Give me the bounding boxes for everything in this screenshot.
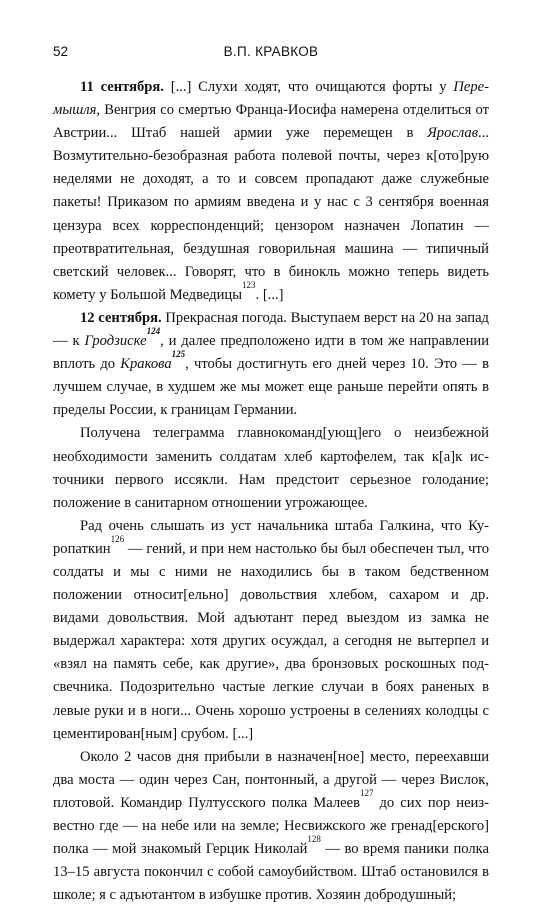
italic-place-name: Гродзиске	[84, 333, 147, 350]
entry-date: 12 сентября.	[80, 309, 162, 326]
text-run: Рад очень слышать из уст начальника штаба Галкина, что Куропаткин	[53, 517, 489, 557]
italic-place-name: Перемышля	[53, 79, 489, 119]
text-run: — гений, и при нем настолько бы был обеспечен тыл, что солдаты и мы с ними не находились бы в таком бедственном положении относит[ельно] довольствия хлебом, сахаром и др. видами довольствия. Мой адъютант перед выездом из замка не выдержал характера: хотя других осуждал, а сегодня не вытерпел и «взял на память себе, как другие», два бронзовых роскошных подсвечника. Подозрительно частые легкие случаи в боях раненых в левые руки и в ноги... Очень хорошо устроены в селениях колодцы с цементирован[ным] срубом. [...]	[53, 540, 489, 742]
text-run: Прекрасная погода. Выступаем верст на 20 на запад — к	[53, 309, 489, 350]
body-text	[53, 76, 489, 907]
text-run: ... Возмутительно-безобразная работа полевой почты, через к[ото]рую неделями не доходят, а то и совсем пропадают даже служебные пакеты! Приказом по армиям введена и у нас с 3 сентября военная цензура всех корреспонденций; цензором назначен Лопатин — преотвратительная, бездушная говорильная машина — типичный светский человек... Говорят, что в бинокль можно теперь видеть комету у Большой Медведицы	[53, 125, 489, 303]
paragraph-kuropatkin	[53, 515, 489, 746]
footnote-marker: 124	[146, 326, 161, 337]
text-run: — во время паники полка 13–15 августа покончил с собой самоубийством. Штаб остановился в школе; я с адъютантом в избушке против. Хозяин добродушный;	[53, 841, 489, 904]
running-header	[53, 44, 489, 66]
footnote-marker: 123	[242, 279, 256, 290]
paragraph-sept-11	[53, 76, 489, 307]
italic-place-name: Кракова	[120, 356, 172, 373]
page-number: 52	[53, 44, 69, 59]
text-run: . [...]	[255, 286, 284, 303]
text-run: , Венгрия со смертью Франца-Иосифа намерена отделиться от Австрии... Штаб нашей армии уже перемещен в	[53, 102, 489, 142]
paragraph-arrival	[53, 746, 489, 907]
footnote-marker: 127	[360, 788, 374, 799]
paragraph-sept-12	[53, 307, 489, 422]
text-run: Получена телеграмма главнокоманд[ующ]его о неизбежной необходимости заменить солдатам хлеб картофелем, так к[а]к источники первого иссякли. Нам предстоит серьезное голодание; положение в санитарном отношении угрожающее.	[53, 425, 489, 511]
text-run: [...] Слухи ходят, что очищаются форты у	[163, 79, 454, 95]
footnote-marker: 126	[110, 534, 125, 545]
paragraph-telegram	[53, 422, 489, 514]
running-title-author: В.П. КРАВКОВ	[223, 44, 319, 59]
text-run: , чтобы достигнуть его дней через 10. Это — в лучшем случае, в худшем же мы может еще раньше перейти опять в пределы России, к границам Германии.	[53, 356, 489, 419]
footnote-marker: 125	[171, 349, 186, 360]
text-run: Около 2 часов дня прибыли в назначен[ное] место, переехавши два моста — один через Сан, понтонный, а другой — через Вислок, плотовой. Командир Пултусского полка Малеев	[53, 748, 489, 811]
text-run: до сих пор неизвестно где — на небе или на земле; Несвижского же гренад[ерского] полка — мой знакомый Герцик Николай	[53, 794, 489, 858]
book-page	[53, 44, 489, 907]
footnote-marker: 128	[307, 834, 321, 845]
text-run: , и далее предположено идти в том же направлении вплоть до	[53, 333, 489, 373]
entry-date: 11 сентября.	[80, 79, 164, 95]
italic-place-name: Ярослав	[427, 125, 479, 142]
